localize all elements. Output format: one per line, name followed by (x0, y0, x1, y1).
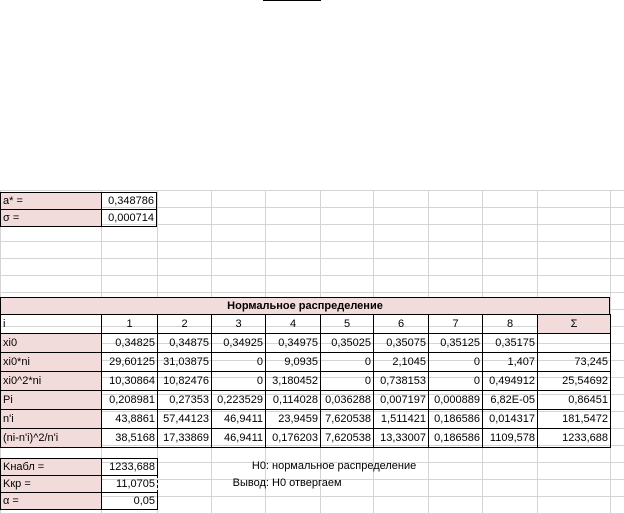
result-value-critical[interactable]: 11,0705 (101, 475, 158, 493)
table-header-cell: Σ (537, 314, 611, 334)
note-h0-text: нормальное распределение (272, 460, 417, 472)
table-cell[interactable]: 43,8861 (101, 409, 158, 429)
table-cell[interactable]: 1,511421 (373, 409, 429, 429)
top-underline (263, 0, 321, 1)
table-cell[interactable]: 0,738153 (373, 371, 429, 391)
table-cell[interactable]: 7,620538 (320, 428, 374, 448)
table-cell[interactable]: 0 (428, 352, 483, 372)
table-header-cell: 4 (265, 314, 321, 334)
table-cell[interactable]: 10,30864 (101, 371, 158, 391)
note-conclusion-text: H0 отвергаем (272, 477, 342, 489)
table-cell[interactable]: 17,33869 (157, 428, 212, 448)
note-h0-key: H0: (251, 460, 269, 472)
note-conclusion-key: Вывод: (232, 477, 269, 489)
table-row-label: xi0*ni (0, 352, 102, 372)
param-label-sigma: σ = (0, 209, 102, 227)
table-cell[interactable]: 10,82476 (157, 371, 212, 391)
table-cell[interactable]: 0,494912 (482, 371, 538, 391)
table-header-cell: 5 (320, 314, 374, 334)
table-cell[interactable]: 1233,688 (537, 428, 611, 448)
table-cell[interactable]: 0 (428, 371, 483, 391)
param-label-a: a* = (0, 192, 102, 210)
result-label-alpha: α = (0, 492, 102, 510)
table-cell[interactable]: 0,000889 (428, 390, 483, 410)
table-cell[interactable]: 2,1045 (373, 352, 429, 372)
table-cell[interactable]: 0,223529 (211, 390, 266, 410)
table-row-label: xi0^2*ni (0, 371, 102, 391)
table-cell[interactable]: 6,82E-05 (482, 390, 538, 410)
table-cell[interactable]: 0,186586 (428, 409, 483, 429)
table-header-cell: 2 (157, 314, 212, 334)
table-header-cell: 8 (482, 314, 538, 334)
table-cell[interactable]: 0,014317 (482, 409, 538, 429)
table-cell[interactable]: 57,44123 (157, 409, 212, 429)
param-value-sigma[interactable]: 0,000714 (101, 209, 157, 227)
table-cell[interactable]: 0,114028 (265, 390, 321, 410)
table-row-label: n'i (0, 409, 102, 429)
table-cell[interactable] (537, 333, 611, 353)
table-cell[interactable]: 0,007197 (373, 390, 429, 410)
table-cell[interactable]: 1109,578 (482, 428, 538, 448)
table-cell[interactable]: 0 (320, 371, 374, 391)
table-cell[interactable]: 0,35175 (482, 333, 538, 353)
table-header-cell: 3 (211, 314, 266, 334)
table-cell[interactable]: 0,208981 (101, 390, 158, 410)
table-cell[interactable]: 0,036288 (320, 390, 374, 410)
table-cell[interactable]: 0,35125 (428, 333, 483, 353)
table-row-label: Pi (0, 390, 102, 410)
result-label-critical: Kкр = (0, 475, 102, 493)
table-cell[interactable]: 7,620538 (320, 409, 374, 429)
table-cell[interactable]: 0,34875 (157, 333, 212, 353)
param-value-a[interactable]: 0,348786 (101, 192, 157, 210)
table-cell[interactable]: 1,407 (482, 352, 538, 372)
table-cell[interactable]: 0 (211, 371, 266, 391)
table-cell[interactable]: 73,245 (537, 352, 611, 372)
table-header-cell: 6 (373, 314, 429, 334)
table-cell[interactable]: 0,34975 (265, 333, 321, 353)
table-cell[interactable]: 0,34925 (211, 333, 266, 353)
grid-row-line (0, 292, 624, 293)
table-cell[interactable]: 38,5168 (101, 428, 158, 448)
table-cell[interactable]: 46,9411 (211, 409, 266, 429)
table-cell[interactable]: 0 (320, 352, 374, 372)
table-cell[interactable]: 9,0935 (265, 352, 321, 372)
table-cell[interactable]: 23,9459 (265, 409, 321, 429)
table-header-cell: 7 (428, 314, 483, 334)
table-cell[interactable]: 3,180452 (265, 371, 321, 391)
table-cell[interactable]: 0,86451 (537, 390, 611, 410)
grid-row-line (0, 241, 624, 242)
grid-row-line (0, 275, 624, 276)
result-label-observed: Kнабл = (0, 458, 102, 476)
table-cell[interactable]: 0 (211, 352, 266, 372)
table-cell[interactable]: 181,5472 (537, 409, 611, 429)
result-value-observed[interactable]: 1233,688 (101, 458, 158, 476)
table-cell[interactable]: 46,9411 (211, 428, 266, 448)
table-row-label: (ni-n'i)^2/n'i (0, 428, 102, 448)
table-cell[interactable]: 13,33007 (373, 428, 429, 448)
table-cell[interactable]: 0,176203 (265, 428, 321, 448)
table-title: Нормальное распределение (0, 297, 610, 315)
table-row-label: xi0 (0, 333, 102, 353)
grid-row-line (0, 258, 624, 259)
result-value-alpha[interactable]: 0,05 (101, 492, 158, 510)
table-cell[interactable]: 0,34825 (101, 333, 158, 353)
table-cell[interactable]: 25,54692 (537, 371, 611, 391)
grid-row-line (0, 190, 624, 191)
table-cell[interactable]: 0,186586 (428, 428, 483, 448)
table-cell[interactable]: 31,03875 (157, 352, 212, 372)
table-cell[interactable]: 0,35075 (373, 333, 429, 353)
table-cell[interactable]: 29,60125 (101, 352, 158, 372)
table-header-cell: i (0, 314, 102, 334)
table-header-cell: 1 (101, 314, 158, 334)
table-cell[interactable]: 0,27353 (157, 390, 212, 410)
table-cell[interactable]: 0,35025 (320, 333, 374, 353)
